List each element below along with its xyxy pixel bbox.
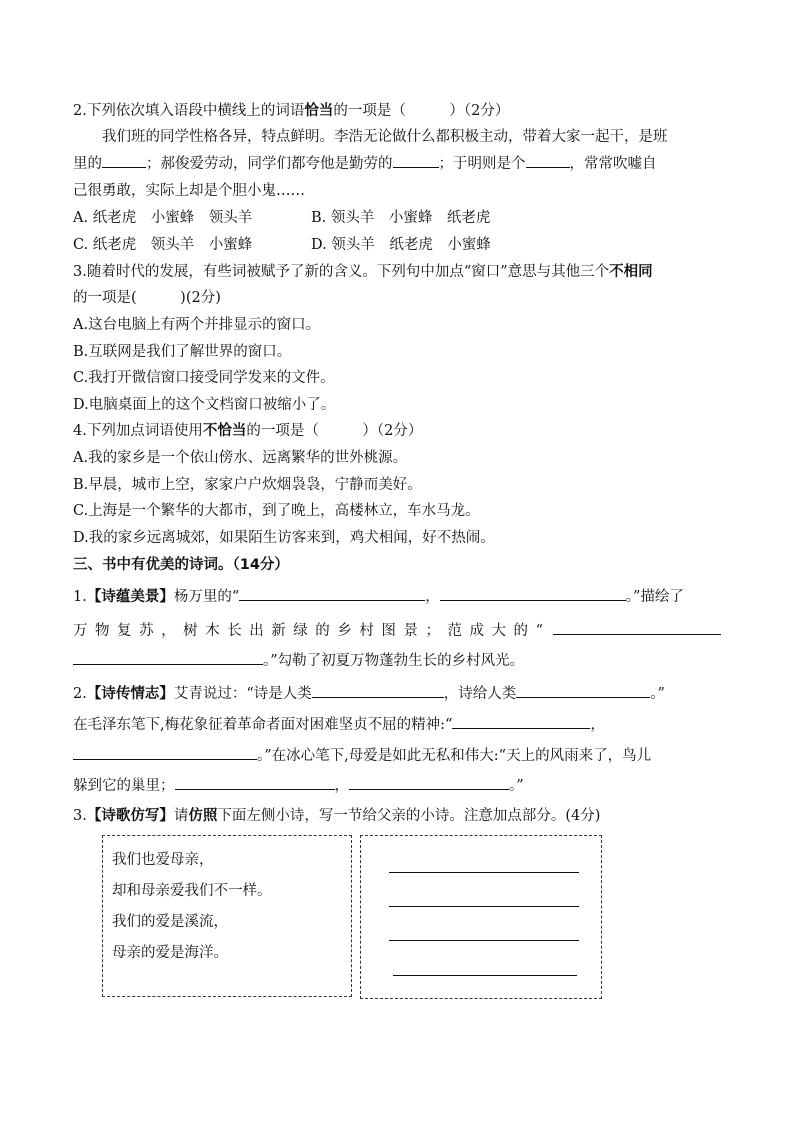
q3-stem-line2-text: 的一项是( )(2分)	[73, 290, 221, 306]
q2-blank-2[interactable]	[393, 153, 439, 168]
p2-line1-a: 艾青说过：“诗是人类	[173, 686, 312, 702]
p2-number: 2.	[73, 686, 87, 702]
p1-tag: 【诗蕴美景】	[86, 588, 174, 605]
q2-stem	[73, 98, 509, 124]
q3-option-b[interactable]: B.互联网是我们了解世界的窗口。	[73, 344, 292, 360]
q2-para-line1-text: 我们班的同学性格各异，特点鲜明。李浩无论做什么都积极主动，带着大家一起干，是班	[102, 129, 668, 145]
p2-line2-b: ，	[590, 717, 605, 733]
p3-stem-b: 下面左侧小诗，写一节给父亲的小诗。注意加点部分。(4分)	[217, 808, 601, 824]
q2-para-line1	[102, 124, 668, 150]
q2-option-b[interactable]: B. 领头羊 小蜜蜂 纸老虎	[311, 210, 491, 226]
q4-stem	[73, 418, 422, 444]
p2-line4-b: ，	[334, 778, 349, 794]
q3-option-c[interactable]: C.我打开微信窗口接受同学发来的文件。	[73, 370, 335, 386]
p1-blank-1[interactable]	[239, 586, 425, 601]
p2-line1	[73, 681, 665, 707]
q2-para-line2-b: ；郝俊爱劳动，同学们都夸他是勤劳的	[146, 156, 393, 172]
answer-line-3[interactable]	[389, 940, 579, 941]
p1-blank-3[interactable]	[553, 620, 721, 635]
p2-blank-1[interactable]	[312, 683, 444, 698]
p1-line1	[73, 584, 684, 610]
p1-blank-2[interactable]	[440, 586, 626, 601]
p3-number: 3.	[73, 808, 87, 824]
poem-line-3: 我们的爱是溪流，	[112, 914, 228, 930]
q2-options-row2	[73, 232, 491, 258]
poem-line-1: 我们也爱母亲，	[112, 852, 214, 868]
p2-tag: 【诗传情志】	[86, 685, 174, 702]
poem-line-4: 母亲的爱是海洋。	[112, 945, 228, 961]
p1-line2-a: 万物复苏，树木长出新绿的乡村图景；范成大的“	[73, 623, 543, 639]
q4-stem-tail: 的一项是（ ）（2分）	[246, 423, 423, 439]
q4-stem-bold: 不恰当	[202, 422, 247, 439]
p3-tag: 【诗歌仿写】	[86, 807, 174, 824]
answer-poem-box	[360, 835, 602, 999]
p1-blank-4[interactable]	[73, 650, 263, 665]
q2-option-a[interactable]: A. 纸老虎 小蜜蜂 领头羊	[73, 210, 253, 226]
q3-stem-text: 3.随着时代的发展，有些词被赋予了新的含义。下列句中加点“窗口”意思与其他三个	[73, 264, 610, 280]
p1-line3-a: 。”勾勒了初夏万物蓬勃生长的乡村风光。	[263, 653, 525, 669]
q4-option-b[interactable]: B.早晨，城市上空，家家户户炊烟袅袅，宁静而美好。	[73, 477, 422, 493]
q4-option-c[interactable]: C.上海是一个繁华的大都市，到了晚上，高楼林立，车水马龙。	[73, 503, 480, 519]
q2-stem-bold: 恰当	[304, 102, 334, 119]
p2-blank-4[interactable]	[73, 745, 257, 760]
p1-line1-c: 。”描绘了	[625, 589, 684, 605]
q2-para-line3	[73, 178, 305, 204]
q2-para-line2	[73, 151, 657, 177]
p2-blank-3[interactable]	[452, 714, 590, 729]
q2-para-line2-d: ，常常吹嘘自	[569, 156, 657, 172]
p1-number: 1.	[73, 589, 87, 605]
q3-stem-line1	[73, 259, 653, 285]
q3-stem-bold: 不相同	[609, 263, 653, 280]
p2-line4-c: 。”	[509, 778, 524, 794]
q4-option-d[interactable]: D.我的家乡远离城郊，如果陌生访客来到，鸡犬相闻，好不热闹。	[73, 530, 495, 546]
p2-line3	[73, 743, 651, 769]
q2-para-line3-text: 己很勇敢，实际上却是个胆小鬼……	[73, 183, 305, 199]
q4-option-a[interactable]: A.我的家乡是一个依山傍水、远离繁华的世外桃源。	[73, 450, 408, 466]
p3-stem-a: 请	[173, 808, 189, 824]
poem-line-2: 却和母亲爱我们不一样。	[112, 883, 272, 899]
answer-line-2[interactable]	[389, 906, 579, 907]
p1-line2	[73, 618, 721, 644]
q2-para-line2-a: 里的	[73, 156, 102, 172]
p1-line1-a: 杨万里的“	[173, 589, 240, 605]
q3-stem-line2	[73, 285, 221, 311]
section-3-title: 三、书中有优美的诗词。（14分）	[73, 557, 289, 573]
answer-line-4[interactable]	[393, 975, 577, 976]
p2-line3-a: 。”在冰心笔下,母爱是如此无私和伟大:“天上的风雨来了，鸟儿	[257, 748, 652, 764]
q2-stem-text: 2.下列依次填入语段中横线上的词语	[73, 103, 305, 119]
p3-stem	[73, 803, 600, 829]
p2-line4-a: 躲到它的巢里；	[73, 778, 175, 794]
q2-option-c[interactable]: C. 纸老虎 领头羊 小蜜蜂	[73, 237, 253, 253]
sample-poem-box	[102, 835, 352, 997]
p1-line3	[73, 648, 524, 674]
p2-line2	[73, 712, 605, 738]
q2-options-row1	[73, 205, 490, 231]
q3-option-a[interactable]: A.这台电脑上有两个并排显示的窗口。	[73, 317, 321, 333]
p2-line2-a: 在毛泽东笔下,梅花象征着革命者面对困难坚贞不屈的精神:“	[73, 717, 453, 733]
p2-blank-5[interactable]	[175, 775, 335, 790]
p2-blank-6[interactable]	[349, 775, 509, 790]
p2-line4	[73, 773, 524, 799]
p2-line1-c: 。”	[650, 686, 665, 702]
q4-stem-text: 4.下列加点词语使用	[73, 423, 203, 439]
q2-stem-tail: 的一项是（ ）（2分）	[333, 103, 510, 119]
p2-line1-b: ，诗给人类	[443, 686, 517, 702]
q2-para-line2-c: ；于明则是个	[438, 156, 526, 172]
q3-option-d[interactable]: D.电脑桌面上的这个文档窗口被缩小了。	[73, 397, 336, 413]
q2-option-d[interactable]: D. 领头羊 纸老虎 小蜜蜂	[311, 237, 491, 253]
q2-blank-1[interactable]	[102, 153, 146, 168]
p1-line1-b: ，	[425, 589, 440, 605]
p3-stem-bold: 仿照	[188, 807, 218, 824]
answer-line-1[interactable]	[389, 872, 579, 873]
p2-blank-2[interactable]	[516, 683, 650, 698]
q2-blank-3[interactable]	[526, 153, 570, 168]
